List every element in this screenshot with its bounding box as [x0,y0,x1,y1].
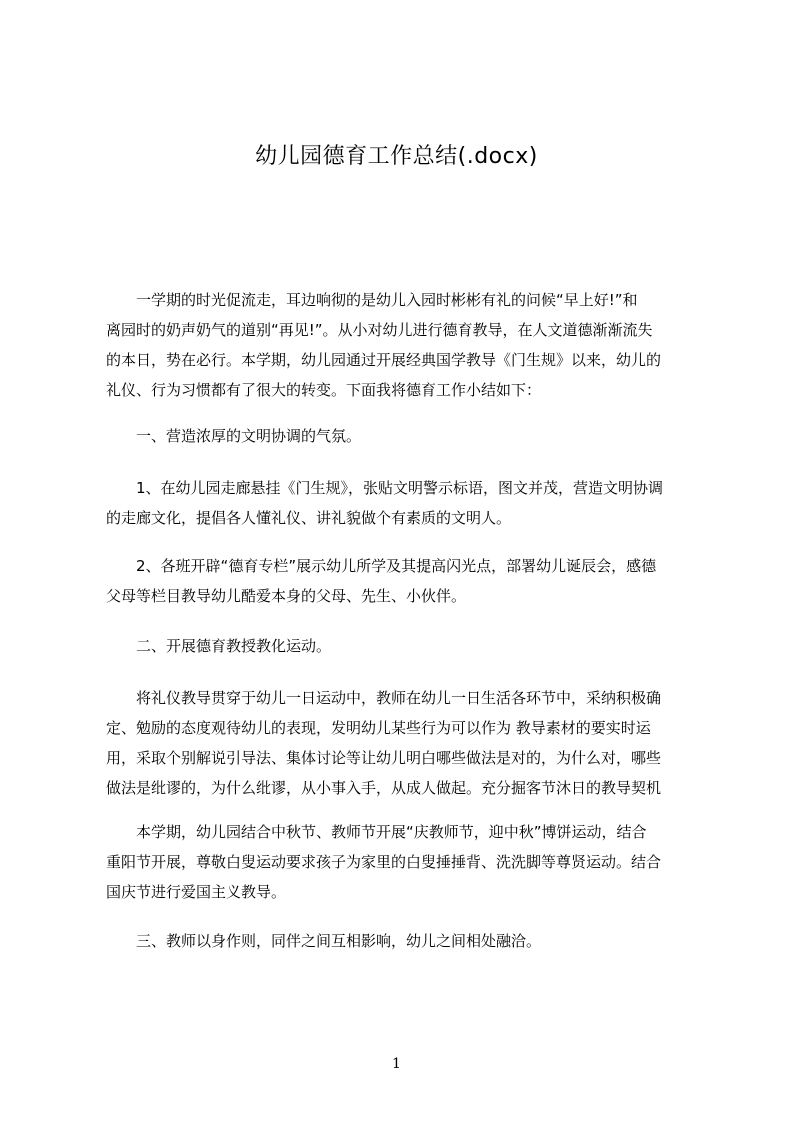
document-title: 幼儿园德育工作总结(.docx) [255,144,538,169]
paragraph-line: 定、勉励的态度观待幼儿的表现，发明幼儿某些行为可以作为 教导素材的要实时运 [106,719,651,737]
paragraph-line: 做法是纰谬的，为什么纰谬，从小事入手，从成人做起。充分掘客节沐日的教导契机 [106,779,662,797]
paragraph-line: 本学期，幼儿园结合中秋节、教师节开展“庆教师节，迎中秋”博饼运动，结合 [136,823,647,841]
paragraph-line: 礼仪、行为习惯都有了很大的转变。下面我将德育工作小结如下： [106,381,542,399]
section-heading-2: 二、开展德育教授教化运动。 [136,637,332,655]
intro-paragraph [106,285,706,405]
paragraph-line: 的走廊文化，提倡各人懂礼仪、讲礼貌做个有素质的文明人。 [106,509,512,527]
page-number: 1 [392,1056,401,1072]
section-heading-3: 三、教师以身作则，同伴之间互相影响，幼儿之间相处融洽。 [136,932,542,950]
etiquette-paragraph [106,683,706,803]
festival-paragraph [106,817,706,907]
section-heading-1: 一、营造浓厚的文明协调的气氛。 [136,427,362,445]
item-paragraph-2 [106,551,706,611]
item-paragraph-1 [106,473,706,533]
paragraph-line: 的本日，势在必行。本学期，幼儿园通过开展经典国学教导《门生规》以来，幼儿的 [106,351,662,369]
paragraph-line: 离园时的奶声奶气的道别“再见!”。从小对幼儿进行德育教导，在人文道德渐渐流失 [106,321,653,339]
paragraph-line: 父母等栏目教导幼儿酷爱本身的父母、先生、小伙伴。 [106,587,467,605]
paragraph-line: 一学期的时光促流走，耳边响彻的是幼儿入园时彬彬有礼的问候“早上好!”和 [136,291,638,309]
paragraph-line: 1、在幼儿园走廊悬挂《门生规》，张贴文明警示标语，图文并茂，营造文明协调 [136,479,664,497]
paragraph-line: 国庆节进行爱国主义教导。 [106,883,287,901]
paragraph-line: 2、各班开辟“德育专栏”展示幼儿所学及其提高闪光点，部署幼儿诞辰会，感德 [136,557,657,575]
paragraph-line: 重阳节开展，尊敬白叟运动要求孩子为家里的白叟捶捶背、洗洗脚等尊贤运动。结合 [106,853,662,871]
paragraph-line: 用，采取个别解说引导法、集体讨论等让幼儿明白哪些做法是对的，为什么对，哪些 [106,749,662,767]
paragraph-line: 将礼仪教导贯穿于幼儿一日运动中，教师在幼儿一日生活各环节中，采纳积极确 [136,689,662,707]
